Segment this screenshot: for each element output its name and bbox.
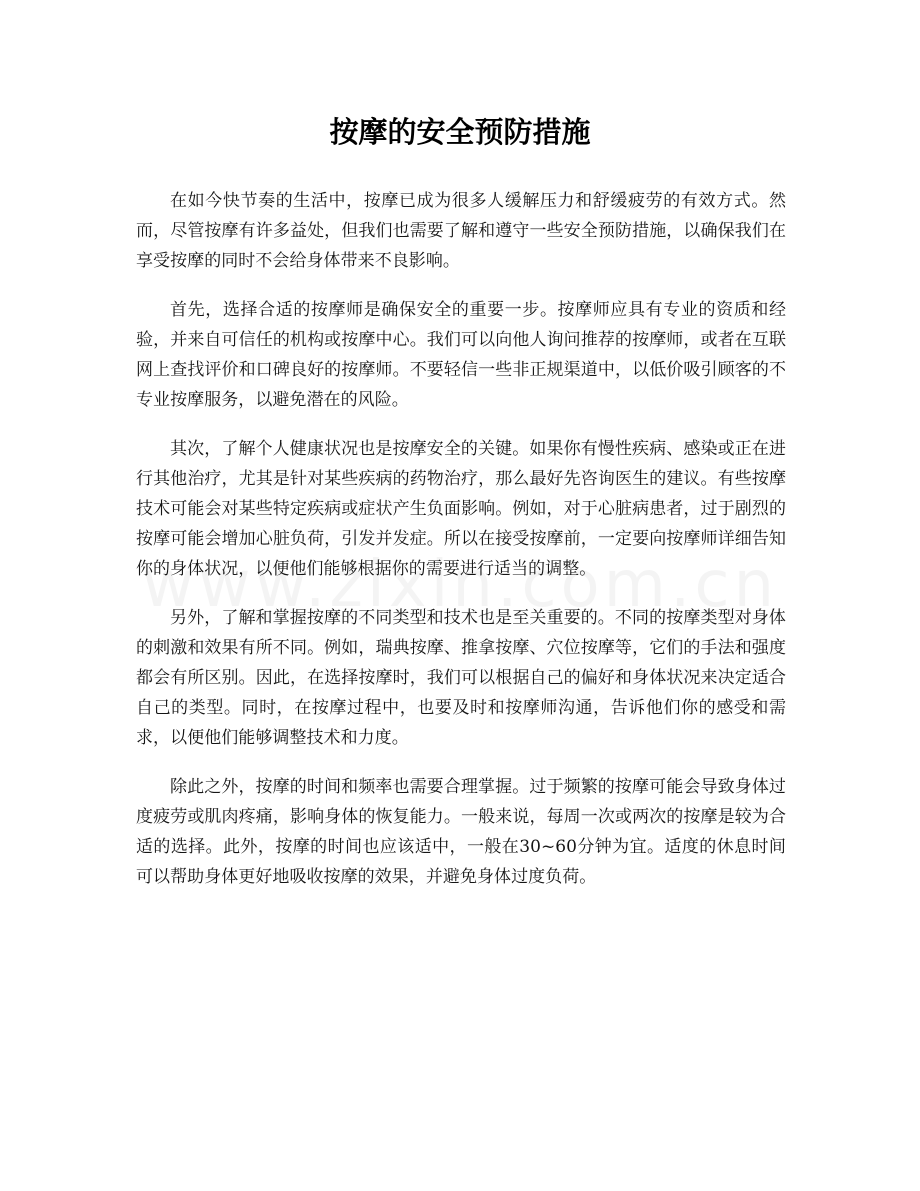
- paragraph-time-frequency: 除此之外，按摩的时间和频率也需要合理掌握。过于频繁的按摩可能会导致身体过度疲劳或肌肉疼痛，影响身体的恢复能力。一般来说，每周一次或两次的按摩是较为合适的选择。此外，按摩的时间也应该适中，一般在30~60分钟为宜。适度的休息时间可以帮助身体更好地吸收按摩的效果，并避免身体过度负荷。: [136, 777, 786, 887]
- paragraph-massage-types: 另外，了解和掌握按摩的不同类型和技术也是至关重要的。不同的按摩类型对身体的刺激和效果有所不同。例如，瑞典按摩、推拿按摩、穴位按摩等，它们的手法和强度都会有所区别。因此，在选择按摩时，我们可以根据自己的偏好和身体状况来决定适合自己的类型。同时，在按摩过程中，也要及时和按摩师沟通，告诉他们你的感受和需求，以便他们能够调整技术和力度。: [136, 608, 786, 748]
- document-body: [136, 186, 786, 911]
- paragraph-choose-masseur: 首先，选择合适的按摩师是确保安全的重要一步。按摩师应具有专业的资质和经验，并来自可信任的机构或按摩中心。我们可以向他人询问推荐的按摩师，或者在互联网上查找评价和口碑良好的按摩师。不要轻信一些非正规渠道中，以低价吸引顾客的不专业按摩服务，以避免潜在的风险。: [136, 300, 786, 410]
- document-title: 按摩的安全预防措施: [329, 115, 591, 149]
- paragraph-health-status: 其次，了解个人健康状况也是按摩安全的关键。如果你有慢性疾病、感染或正在进行其他治疗，尤其是针对某些疾病的药物治疗，那么最好先咨询医生的建议。有些按摩技术可能会对某些特定疾病或症状产生负面影响。例如，对于心脏病患者，过于剧烈的按摩可能会增加心脏负荷，引发并发症。所以在接受按摩前，一定要向按摩师详细告知你的身体状况，以便他们能够根据你的需要进行适当的调整。: [136, 439, 786, 579]
- paragraph-intro: 在如今快节奏的生活中，按摩已成为很多人缓解压力和舒缓疲劳的有效方式。然而，尽管按摩有许多益处，但我们也需要了解和遵守一些安全预防措施，以确保我们在享受按摩的同时不会给身体带来不良影响。: [136, 191, 786, 271]
